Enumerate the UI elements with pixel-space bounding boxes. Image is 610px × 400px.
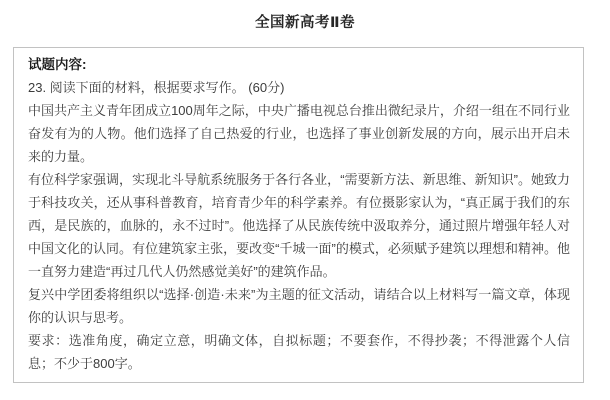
- exam-paper-title: 全国新高考Ⅱ卷: [254, 15, 356, 31]
- material-paragraph-task: 复兴中学团委将组织以“选择·创造·未来”为主题的征文活动，请结合以上材料写一篇文章，体现你的认识与思考。: [28, 287, 570, 325]
- material-paragraph-examples: 有位科学家强调，实现北斗导航系统服务于各行各业，“需要新方法、新思维、新知识”。她致力于科技攻关，还从事科普教育，培育青少年的科学素养。有位摄影家认为，“真正属于我们的东西，是民族的，血脉的，永不过时”。他选择了从民族传统中汲取养分，通过照片增强年轻人对中国文化的认同。有位建筑家主张，要改变“千城一面”的模式，必须赋予建筑以理想和精神。他一直努力建造“再过几代人仍然感觉美好”的建筑作品。: [28, 172, 570, 279]
- question-box-heading: 试题内容:: [28, 57, 87, 72]
- material-paragraph-requirements: 要求：选准角度，确定立意，明确文体，自拟标题；不要套作，不得抄袭；不得泄露个人信息；不少于800字。: [28, 333, 570, 371]
- material-paragraph-intro: 中国共产主义青年团成立100周年之际，中央广播电视总台推出微纪录片，介绍一组在不同行业奋发有为的人物。他们选择了自己热爱的行业，也选择了事业创新发展的方向，展示出开启未来的力量。: [28, 103, 570, 164]
- question-content-box: [13, 47, 584, 383]
- question-number-line: 23. 阅读下面的材料，根据要求写作。 (60分): [28, 80, 285, 95]
